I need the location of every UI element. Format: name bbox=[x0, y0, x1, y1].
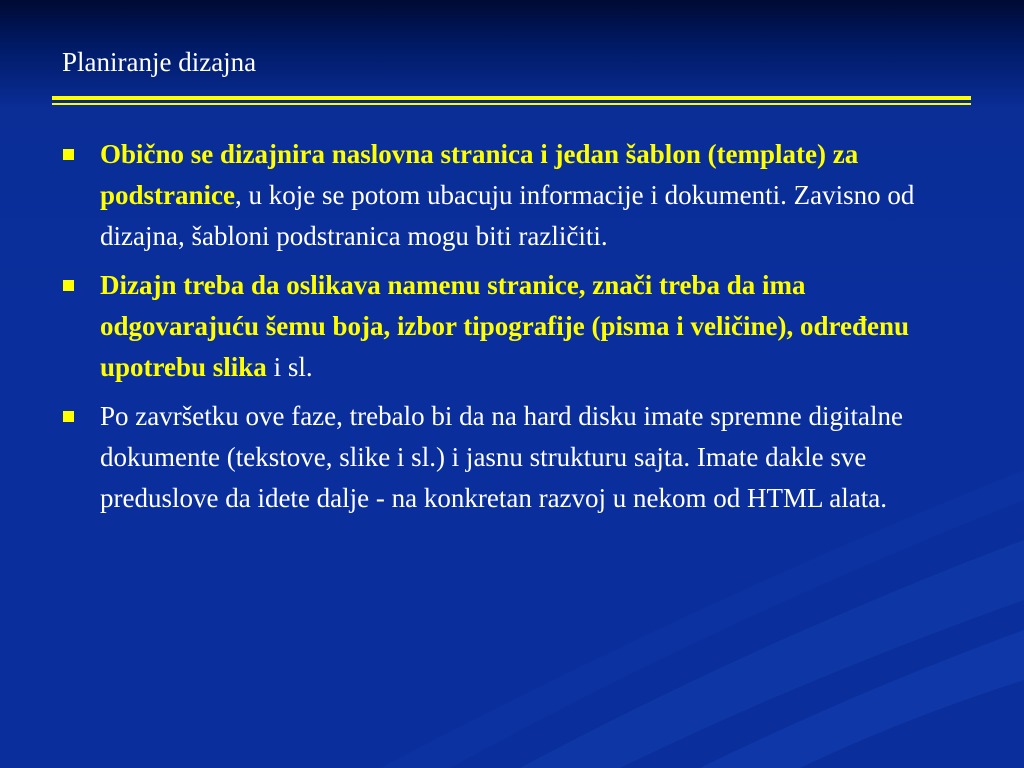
bullet-body-text: Po završetku ove faze, trebalo bi da na hard disku imate spremne digitalne dokumente (tekstove, slike i sl.) i jasnu strukturu sajta. Imate dakle sve preduslove da idete dalje - na konkretan razvoj u nekom od HTML alata. bbox=[100, 401, 903, 513]
bullet-highlight-text: Dizajn treba da oslikava namenu stranice, znači treba da ima odgovarajuću šemu boja, izbor tipografije (pisma i veličine), određenu upotrebu slika bbox=[100, 270, 909, 382]
bullet-body-text: i sl. bbox=[266, 352, 313, 382]
bullet-body-text: , u koje se potom ubacuju informacije i dokumenti. Zavisno od dizajna, šabloni podstranica mogu biti različiti. bbox=[100, 180, 915, 251]
bullet-item bbox=[60, 134, 965, 257]
bullet-item bbox=[60, 396, 965, 519]
square-bullet-icon bbox=[63, 280, 74, 291]
bullet-item bbox=[60, 265, 965, 388]
title-divider-thin bbox=[52, 103, 971, 105]
bullet-highlight-text: Obično se dizajnira naslovna stranica i jedan šablon (template) za podstranice bbox=[100, 139, 859, 210]
square-bullet-icon bbox=[63, 149, 74, 160]
square-bullet-icon bbox=[63, 411, 74, 422]
title-divider-thick bbox=[52, 96, 971, 100]
bullet-list bbox=[60, 134, 965, 527]
slide-title: Planiranje dizajna bbox=[62, 47, 257, 77]
